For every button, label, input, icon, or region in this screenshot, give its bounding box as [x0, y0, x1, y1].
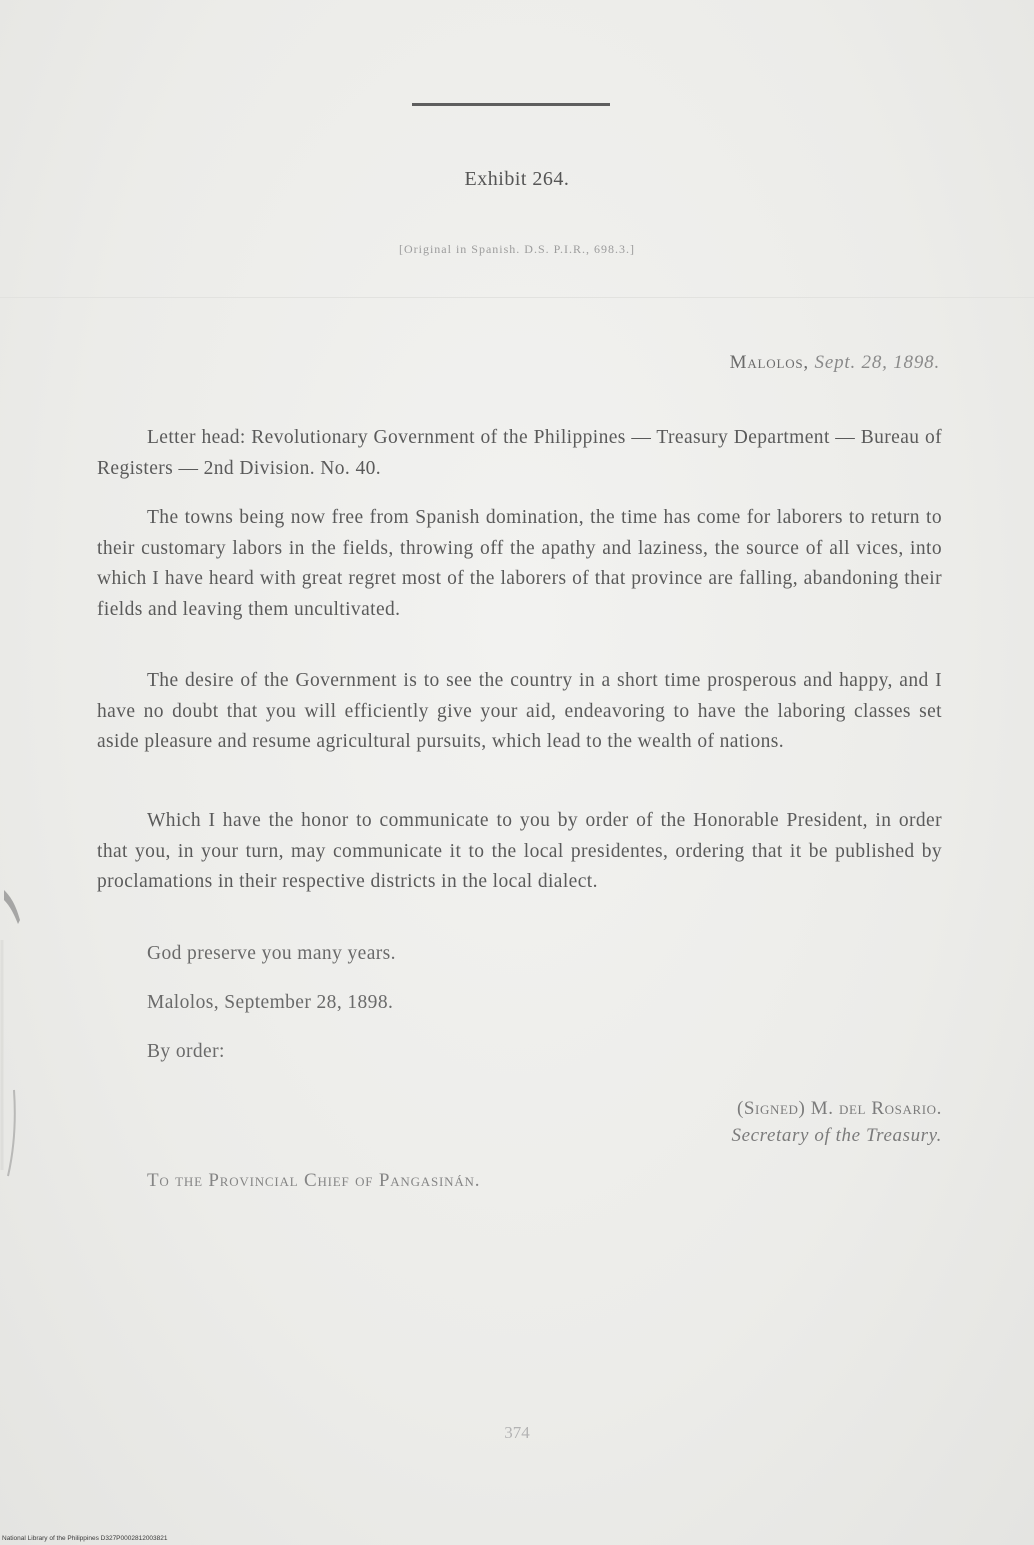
paragraph-towns: The towns being now free from Spanish domination, the time has come for laborers to return to their customary labors in the fields, throwing off the apathy and laziness, the source of all vices, into which I have heard with great regret most of the laborers of that province are falling, abandoning their fields and leaving them uncultivated. — [97, 507, 942, 620]
dateline-place: Malolos, — [729, 352, 809, 373]
page-number: 374 — [504, 1423, 530, 1442]
top-rule — [412, 103, 610, 106]
signature-name: (Signed) M. del Rosario. — [736, 1098, 942, 1119]
paragraph-which: Which I have the honor to communicate to you by order of the Honorable President, in order that you, in your turn, may communicate it to the local presidentes, ordering that it be published by proclamations in their respective districts in the local dialect. — [97, 810, 942, 892]
dateline — [730, 352, 940, 374]
addressee: To the Provincial Chief of Pangasinán. — [147, 1170, 481, 1191]
signature-title: Secretary of the Treasury. — [731, 1125, 942, 1146]
by-order-line: By order: — [147, 1041, 225, 1062]
source-note: [Original in Spanish. D.S. P.I.R., 698.3.] — [398, 242, 635, 256]
exhibit-title: Exhibit 264. — [464, 168, 570, 190]
footer-credit: National Library of the Philippines D327P0002812003821 — [2, 1535, 168, 1542]
signature-block — [732, 1095, 943, 1149]
closing-line: God preserve you many years. — [147, 943, 396, 964]
paragraph-desire: The desire of the Government is to see the country in a short time prosperous and happy, and I have no doubt that you will efficiently give your aid, endeavoring to have the laboring classes set aside pleasure and resume agricultural pursuits, which lead to the wealth of nations. — [97, 670, 942, 752]
place-date-line: Malolos, September 28, 1898. — [147, 992, 394, 1013]
fold-line — [0, 297, 1034, 298]
binding-edge-mark — [0, 880, 26, 1180]
dateline-date: Sept. 28, 1898. — [814, 352, 940, 373]
paragraph-letterhead: Letter head: Revolutionary Government of the Philippines — Treasury Department — Bureau of Registers — 2nd Division. No. 40. — [97, 427, 942, 479]
